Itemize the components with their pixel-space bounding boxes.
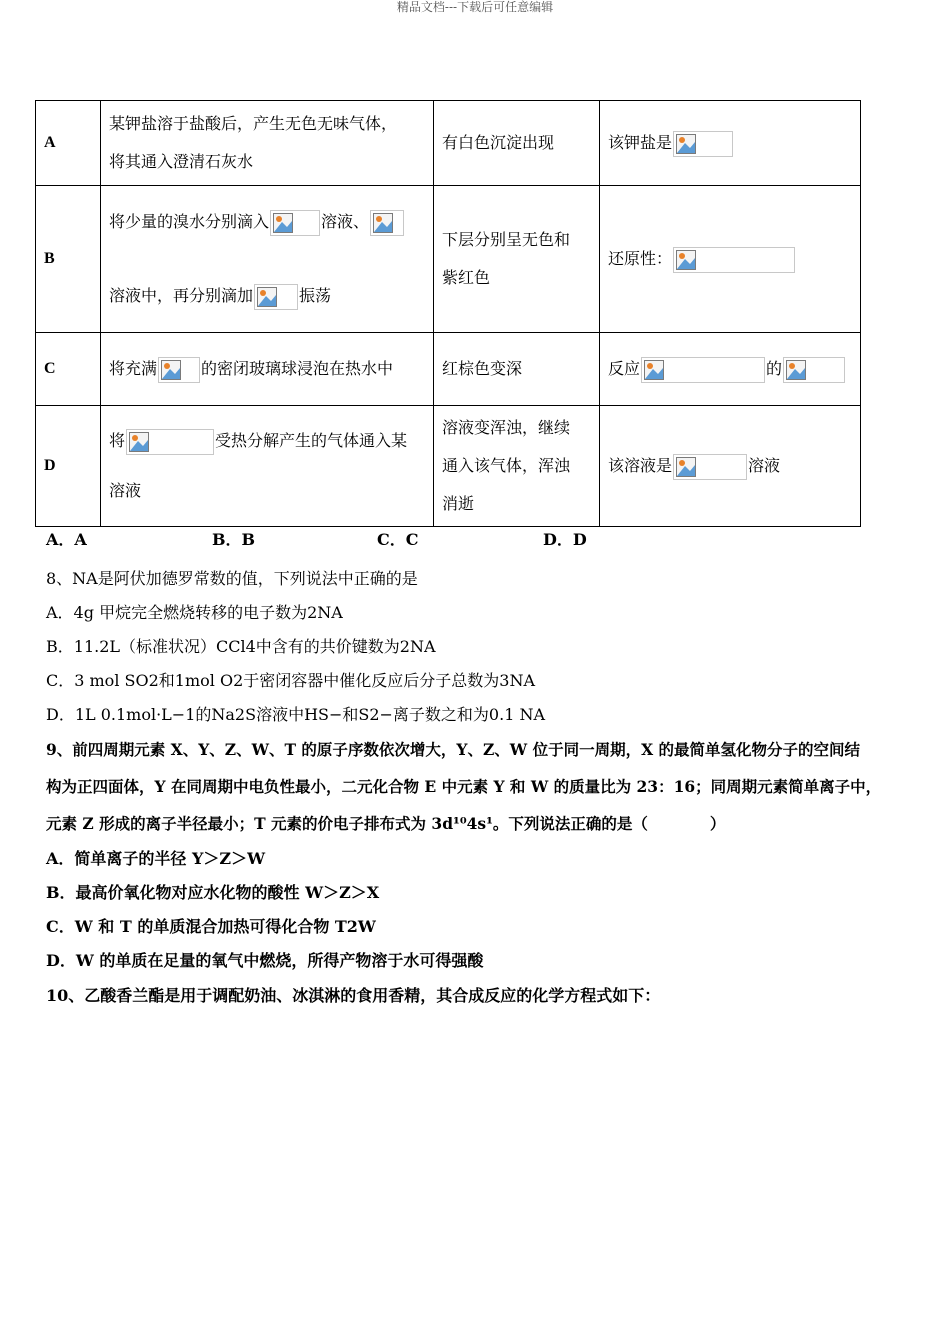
cell-text: 某钾盐溶于盐酸后，产生无色无味气体， (109, 114, 398, 133)
conclusion-cell (600, 186, 861, 333)
cell-text: 通入该气体，浑浊 (442, 456, 571, 475)
table-row (36, 333, 861, 406)
phenomenon-cell: 红棕色变深 (434, 333, 600, 406)
q9-option-c: C．W 和 T 的单质混合加热可得化合物 T2W (46, 917, 376, 936)
cell-text: 将其通入澄清石灰水 (109, 152, 254, 171)
q8-option-d: D．1L 0.1mol·L−1的Na2S溶液中HS−和S2−离子数之和为0.1 NA (46, 705, 546, 724)
q9-stem-line-1: 9、前四周期元素 X、Y、Z、W、T 的原子序数依次增大，Y、Z、W 位于同一周期，X 的最简单氢化物分子的空间结 (46, 740, 861, 759)
cell-text: 溶液中，再分别滴加 (109, 286, 254, 305)
cell-text: 振荡 (299, 286, 332, 305)
operation-cell (101, 406, 434, 527)
phenomenon-cell (434, 406, 600, 527)
cell-text: 下层分别呈无色和 (442, 230, 571, 249)
cell-text: 反应 (608, 359, 641, 378)
formula-image-icon (673, 454, 747, 480)
formula-image-icon (673, 131, 733, 157)
cell-text: 的 (766, 359, 783, 378)
cell-text: 紫红色 (442, 268, 491, 287)
formula-image-icon (370, 210, 404, 236)
cell-text: 将 (109, 431, 126, 450)
q9-option-d: D．W 的单质在足量的氧气中燃烧，所得产物溶于水可得强酸 (46, 951, 484, 970)
operation-cell (101, 333, 434, 406)
formula-image-icon (158, 357, 200, 383)
table-row (36, 186, 861, 333)
cell-text: 溶液 (748, 456, 781, 475)
conclusion-cell (600, 333, 861, 406)
conclusion-cell (600, 406, 861, 527)
operation-cell (101, 186, 434, 333)
cell-text: 该钾盐是 (608, 133, 673, 152)
row-option-label: B (36, 186, 101, 333)
q9-stem-line-2: 构为正四面体，Y 在同周期中电负性最小，二元化合物 E 中元素 Y 和 W 的质量比为 23：16；同周期元素简单离子中， (46, 777, 882, 796)
row-option-label: C (36, 333, 101, 406)
table-row (36, 406, 861, 527)
cell-text: 受热分解产生的气体通入某 (215, 431, 408, 450)
formula-image-icon (641, 357, 765, 383)
q8-stem: 8、NA是阿伏加德罗常数的值，下列说法中正确的是 (46, 569, 418, 588)
cell-text: 的密闭玻璃球浸泡在热水中 (201, 359, 394, 378)
cell-text: 消逝 (442, 494, 475, 513)
formula-image-icon (673, 247, 795, 273)
experiment-table (35, 100, 861, 527)
phenomenon-cell: 有白色沉淀出现 (434, 101, 600, 186)
operation-cell (101, 101, 434, 186)
formula-image-icon (270, 210, 320, 236)
cell-text: 还原性： (608, 249, 673, 268)
cell-text: 溶液、 (321, 212, 370, 231)
row-option-label: D (36, 406, 101, 527)
conclusion-cell (600, 101, 861, 186)
q7-option-d: D．D (543, 530, 587, 549)
cell-text: 将少量的溴水分别滴入 (109, 212, 270, 231)
q9-option-a: A．简单离子的半径 Y＞Z＞W (46, 849, 266, 868)
cell-text: 溶液 (109, 481, 142, 500)
q8-option-b: B．11.2L（标准状况）CCl4中含有的共价键数为2NA (46, 637, 436, 656)
q9-option-b: B．最高价氧化物对应水化物的酸性 W＞Z＞X (46, 883, 380, 902)
q7-option-c: C．C (377, 530, 419, 549)
formula-image-icon (126, 429, 214, 455)
phenomenon-cell (434, 186, 600, 333)
formula-image-icon (783, 357, 845, 383)
q9-stem-line-3: 元素 Z 形成的离子半径最小；T 元素的价电子排布式为 3d¹⁰4s¹。下列说法正确的是（ ） (46, 814, 726, 833)
q7-option-a: A．A (46, 530, 87, 549)
q10-stem: 10、乙酸香兰酯是用于调配奶油、冰淇淋的食用香精，其合成反应的化学方程式如下： (46, 986, 661, 1005)
cell-text: 将充满 (109, 359, 158, 378)
cell-text: 溶液变浑浊，继续 (442, 418, 571, 437)
q8-option-a: A．4g 甲烷完全燃烧转移的电子数为2NA (46, 603, 343, 622)
cell-text: 该溶液是 (608, 456, 673, 475)
q7-option-b: B．B (212, 530, 256, 549)
formula-image-icon (254, 284, 298, 310)
q8-option-c: C．3 mol SO2和1mol O2于密闭容器中催化反应后分子总数为3NA (46, 671, 535, 690)
page-header: 精品文档---下载后可任意编辑 (396, 0, 554, 14)
table-row (36, 101, 861, 186)
row-option-label: A (36, 101, 101, 186)
